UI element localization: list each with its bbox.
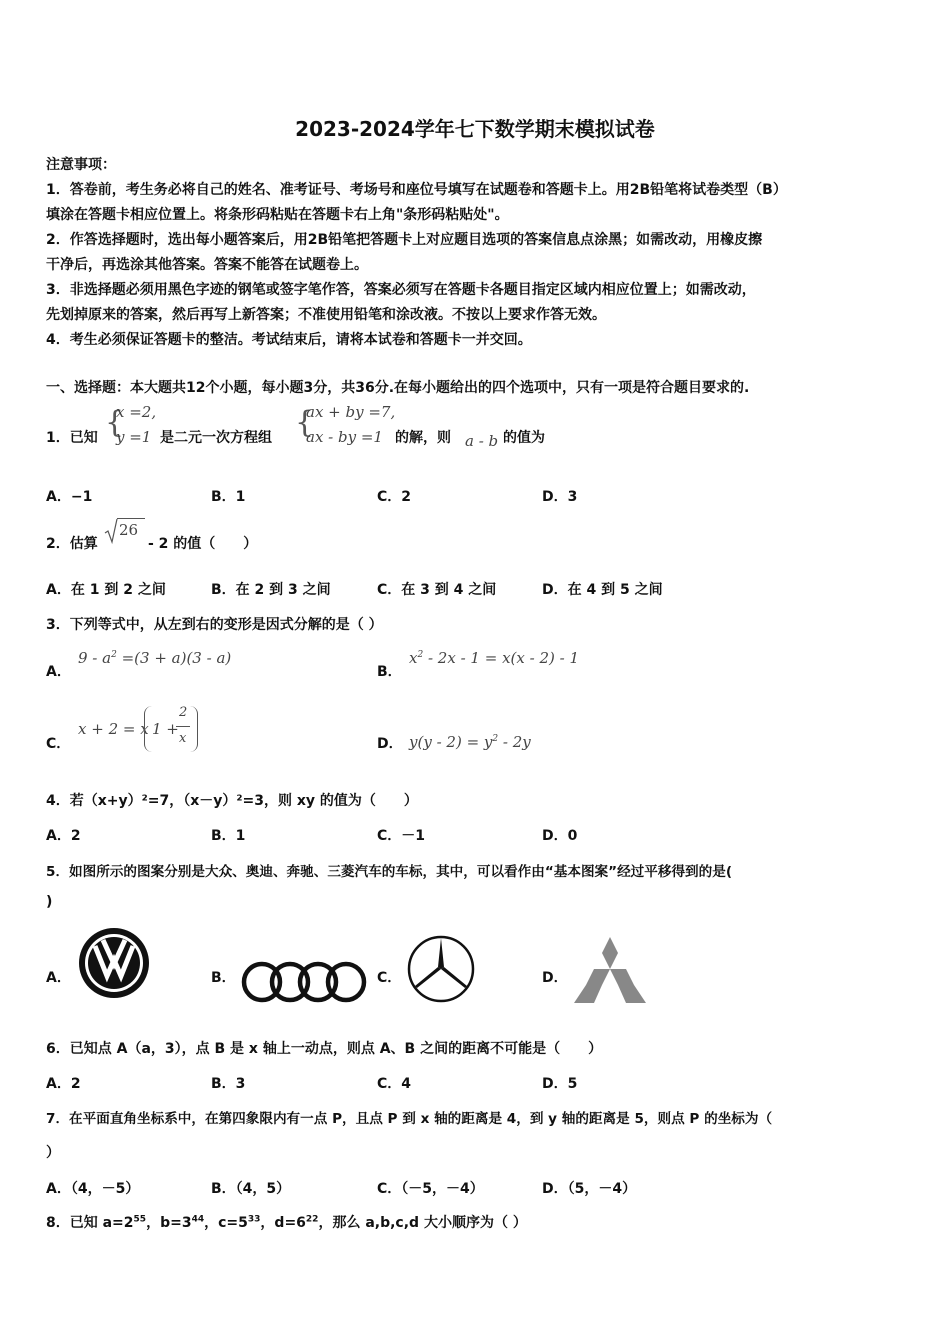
section-heading: 一、选择题：本大题共12个小题，每小题3分，共36分.在每小题给出的四个选项中，只有一项是符合题目要求的. [46, 380, 750, 396]
notice-line: 2．作答选择题时，选出每小题答案后，用2B铅笔把答题卡上对应题目选项的答案信息点涂黑；如需改动，用橡皮擦 [46, 232, 763, 248]
q7-stem: 7．在平面直角坐标系中，在第四象限内有一点 P，且点 P 到 x 轴的距离是 4，到 y 轴的距离是 5，则点 P 的坐标为（ [46, 1111, 773, 1127]
q4-option-b: B．1 [211, 828, 246, 844]
q4-option-a: A．2 [46, 828, 81, 844]
mercedes-logo-icon [406, 934, 476, 1004]
q3-fraction-num: 2 [179, 705, 188, 720]
brace-icon: { [295, 405, 315, 440]
notice-line: 干净后，再选涂其他答案。答案不能答在试题卷上。 [46, 257, 368, 273]
notice-line: 先划掉原来的答案，然后再写上新答案；不准使用铅笔和涂改液。不按以上要求作答无效。 [46, 307, 606, 323]
q6-option-a: A．2 [46, 1076, 81, 1092]
mitsubishi-logo-icon [572, 935, 648, 1005]
q4-stem: 4．若（x+y）²=7，（x－y）²=3，则 xy 的值为（ ） [46, 793, 418, 809]
q1-option-b: B．1 [211, 489, 246, 505]
q1-prefix: 1．已知 [46, 430, 98, 446]
brace-icon: { [105, 405, 125, 440]
q6-option-b: B．3 [211, 1076, 246, 1092]
q7-option-c: C．（－5，－4） [377, 1181, 484, 1197]
notice-line: 填涂在答题卡相应位置上。将条形码粘贴在答题卡右上角"条形码粘贴处"。 [46, 207, 509, 223]
q5-label-c: C． [377, 970, 402, 986]
notice-heading: 注意事项： [46, 157, 116, 173]
q2-option-c: C．在 3 到 4 之间 [377, 582, 497, 598]
q5-label-b: B． [211, 970, 236, 986]
volkswagen-logo-icon [77, 926, 151, 1000]
q6-option-d: D．5 [542, 1076, 578, 1092]
notice-line: 3．非选择题必须用黑色字迹的钢笔或签字笔作答，答案必须写在答题卡各题目指定区域内相应位置上；如需改动， [46, 282, 756, 298]
notice-line: 4．考生必须保证答题卡的整洁。考试结束后，请将本试卷和答题卡一并交回。 [46, 332, 532, 348]
audi-logo-icon [241, 960, 367, 1004]
q8-stem: 8．已知 $a=2^{55}$，$b=3^{44}$，$c=5^{33}$，$d=6^{22}$，那么 a,b,c,d 大小顺序为（ ） [46, 1214, 527, 1231]
q3-option-a: $9 - a^2 =(3 + a)(3 - a)$ [78, 649, 232, 667]
q3-option-d: $y(y - 2) = y^2 - 2y$ [409, 733, 531, 751]
q7-option-d: D．（5，－4） [542, 1181, 637, 1197]
q3-label-c: C． [46, 736, 71, 752]
q3-option-b: $x^2 - 2x - 1 = x(x - 2) - 1$ [409, 649, 579, 667]
page-title: 2023-2024学年七下数学期末模拟试卷 [295, 117, 655, 141]
q1-suffix1: 的解，则 [395, 430, 451, 446]
q2-radicand: 26 [119, 521, 139, 539]
q7-option-a: A．（4，－5） [46, 1181, 140, 1197]
q7-option-b: B．（4，5） [211, 1181, 291, 1197]
radical-icon [104, 518, 118, 544]
q1-system2-line2: ax - by =1 [306, 428, 383, 446]
notice-line: 1．答卷前，考生务必将自己的姓名、准考证号、考场号和座位号填写在试题卷和答题卡上。用2B铅笔将试卷类型（B） [46, 182, 787, 198]
paren-right-icon [188, 706, 198, 752]
q1-option-d: D．3 [542, 489, 578, 505]
q3-label-a: A． [46, 664, 71, 680]
q7-stem-end: ） [46, 1145, 60, 1161]
q2-option-a: A．在 1 到 2 之间 [46, 582, 166, 598]
q3-fraction-den: x [179, 731, 187, 746]
q6-stem: 6．已知点 A（a，3），点 B 是 x 轴上一动点，则点 A、B 之间的距离不可能是（ ） [46, 1041, 603, 1057]
q3-option-c-one: 1 + [152, 720, 179, 738]
q5-stem: 5．如图所示的图案分别是大众、奥迪、奔驰、三菱汽车的车标，其中，可以看作由“基本图案”经过平移得到的是( [46, 864, 733, 880]
q2-suffix: - 2 的值（ ） [148, 536, 258, 552]
q2-prefix: 2．估算 [46, 536, 98, 552]
q1-expr: a - b [465, 432, 499, 450]
q1-option-c: C．2 [377, 489, 412, 505]
q1-system2-line1: ax + by =7, [306, 403, 396, 421]
q1-suffix2: 的值为 [503, 430, 545, 446]
q1-system1-line2: y =1 [116, 428, 152, 446]
q5-label-a: A． [46, 970, 71, 986]
radical-bar [117, 518, 145, 519]
q1-system1-line1: x =2, [116, 403, 157, 421]
q1-option-a: A．−1 [46, 489, 93, 505]
q2-option-d: D．在 4 到 5 之间 [542, 582, 663, 598]
q3-option-c-left: x + 2 = x [78, 720, 149, 738]
q4-option-d: D．0 [542, 828, 578, 844]
q6-option-c: C．4 [377, 1076, 412, 1092]
q3-label-d: D． [377, 736, 403, 752]
q1-mid: 是二元一次方程组 [160, 430, 272, 446]
q5-label-d: D． [542, 970, 568, 986]
q4-option-c: C．－1 [377, 828, 426, 844]
q5-stem-end: ) [46, 894, 53, 910]
q3-stem: 3．下列等式中，从左到右的变形是因式分解的是（ ） [46, 617, 383, 633]
q2-option-b: B．在 2 到 3 之间 [211, 582, 331, 598]
q3-label-b: B． [377, 664, 402, 680]
